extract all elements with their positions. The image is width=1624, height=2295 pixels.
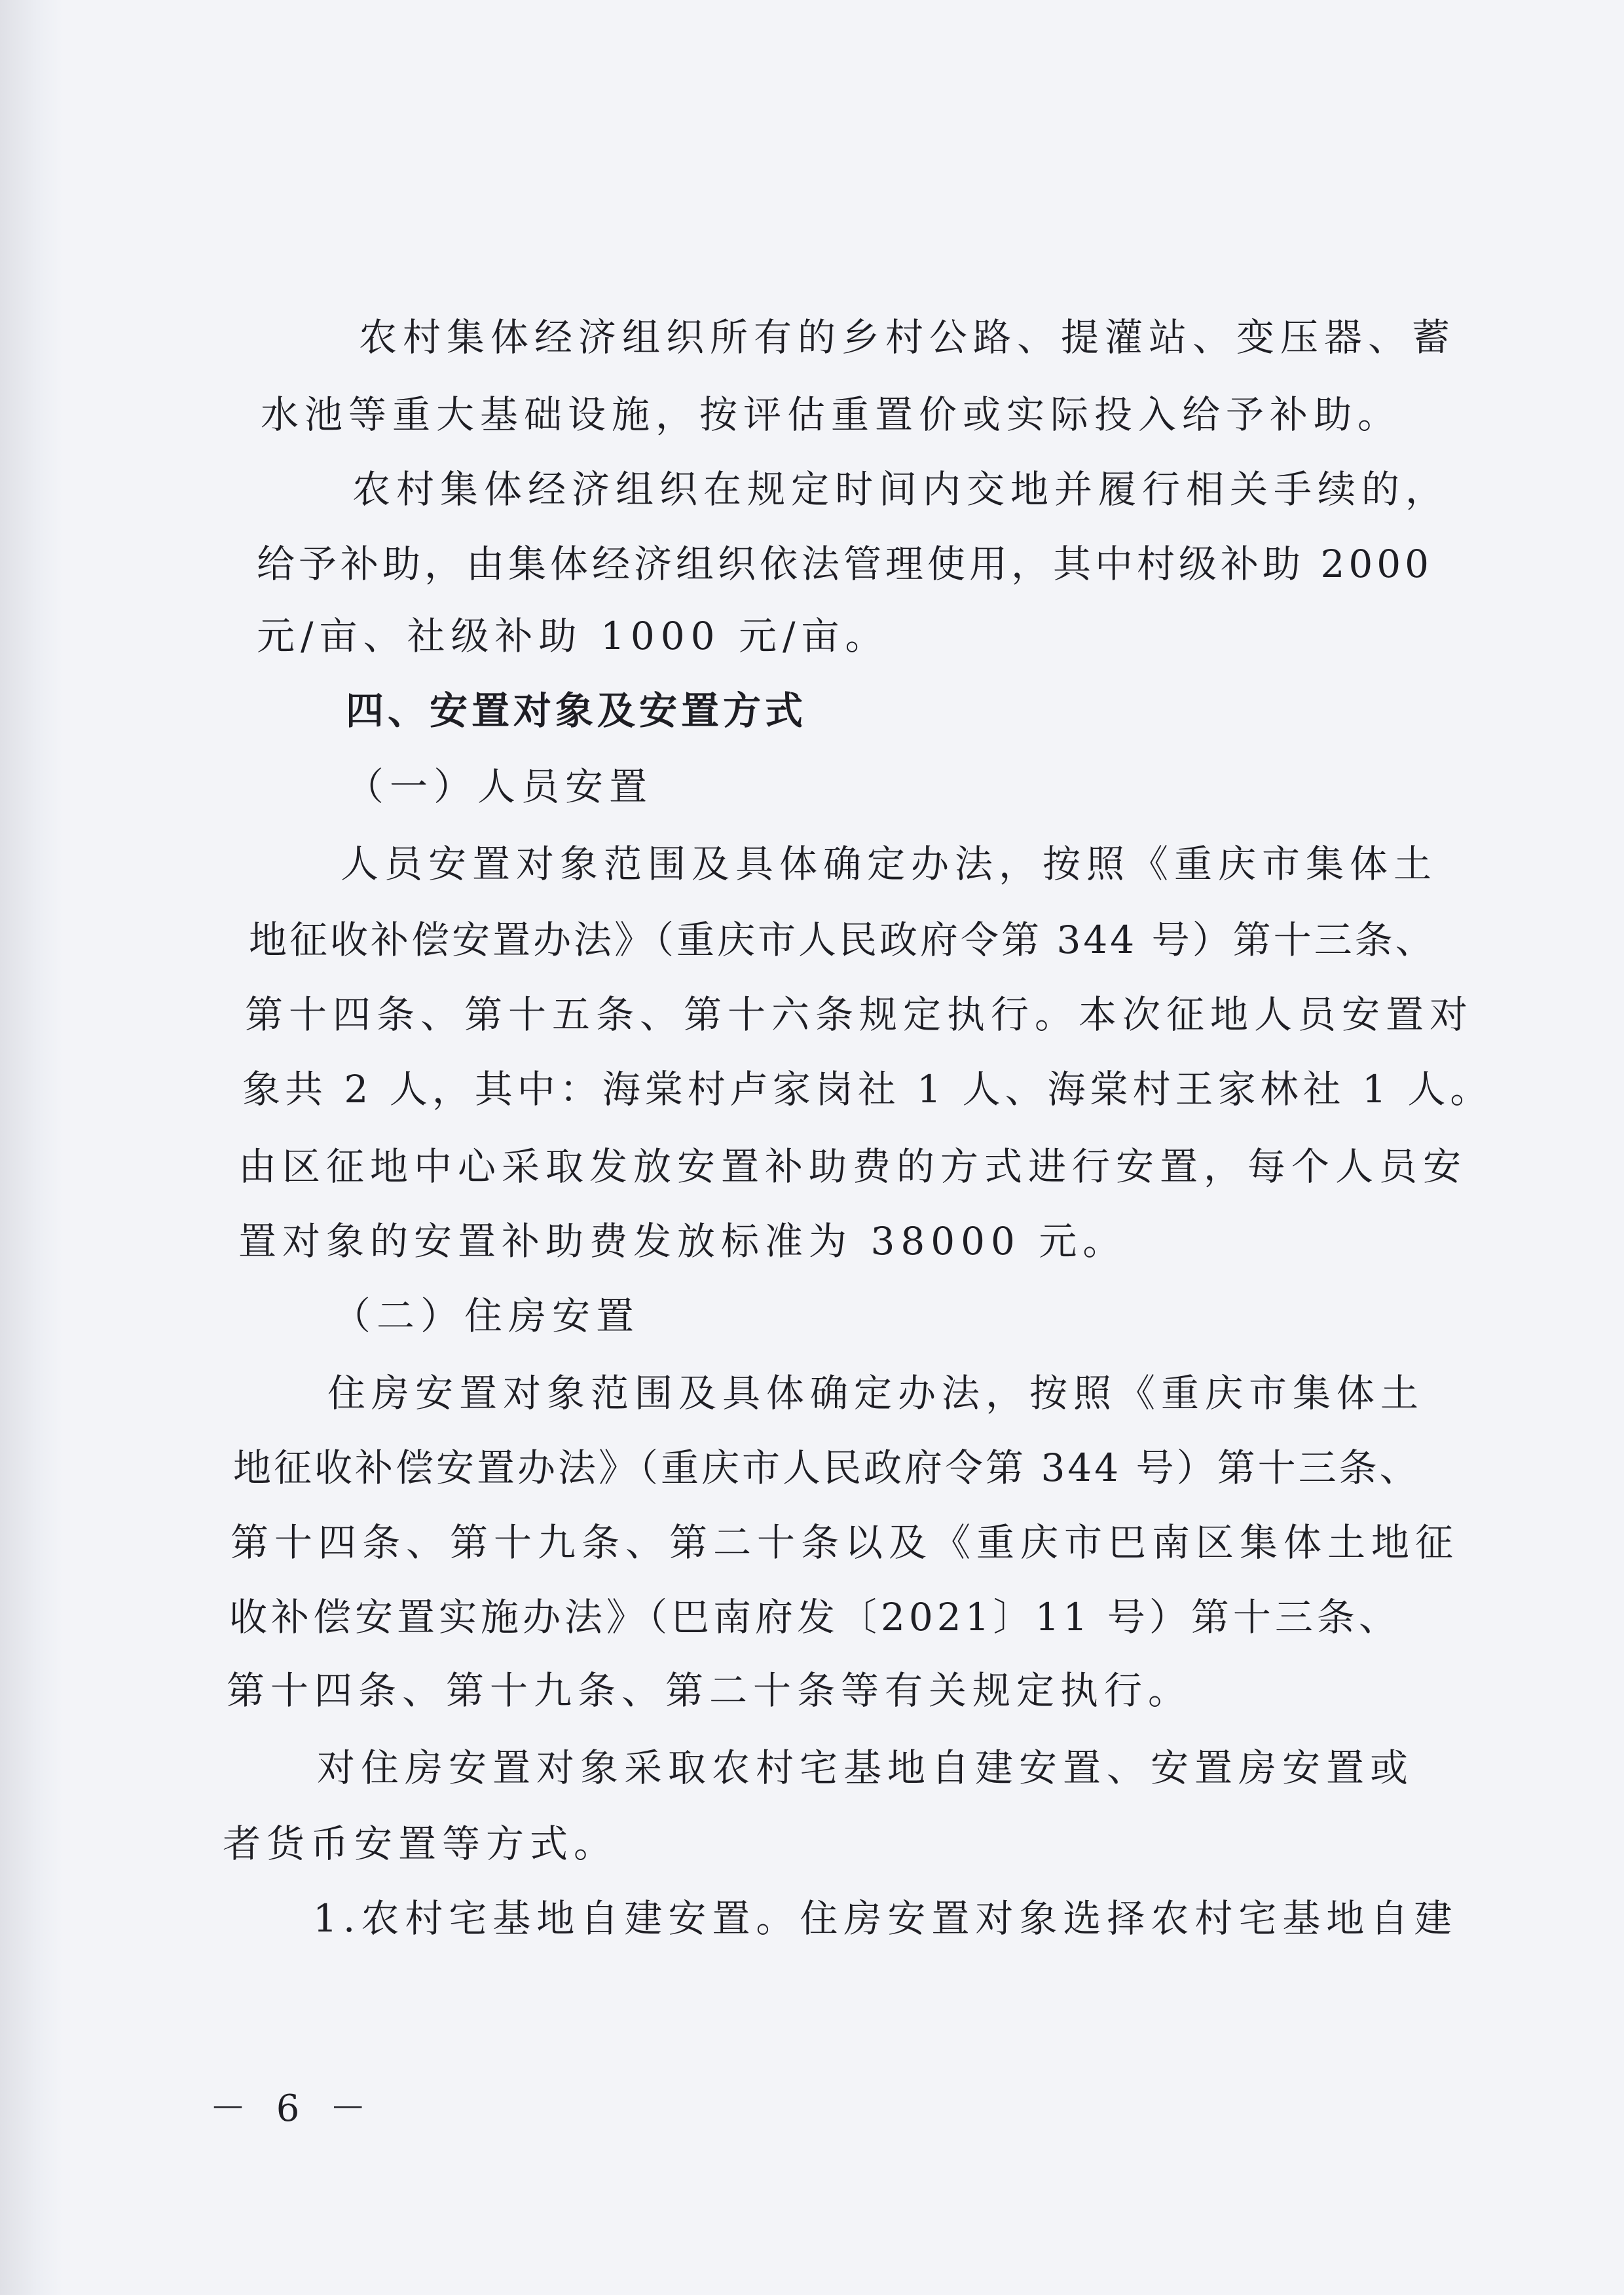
paragraph-line: 元/亩、社级补助 1000 元/亩。	[257, 614, 889, 658]
paragraph-line: 给予补助，由集体经济组织依法管理使用，其中村级补助 2000	[257, 542, 1433, 586]
subsection-heading: （二）住房安置	[333, 1294, 640, 1338]
subsection-heading: （一）人员安置	[346, 764, 654, 809]
paragraph-line: 地征收补偿安置办法》（重庆市人民政府令第 344 号）第十三条、	[249, 918, 1436, 962]
paragraph-line: 对住房安置对象采取农村宅基地自建安置、安置房安置或	[317, 1745, 1414, 1790]
paragraph-line: 农村集体经济组织在规定时间内交地并履行相关手续的，	[352, 467, 1450, 512]
paragraph-line: 第十四条、第十五条、第十六条规定执行。本次征地人员安置对	[245, 992, 1474, 1037]
paragraph-line: 者货币安置等方式。	[223, 1821, 618, 1866]
page-number: － 6 －	[210, 2087, 376, 2130]
paragraph-line: 住房安置对象范围及具体确定办法，按照《重庆市集体土	[327, 1371, 1425, 1415]
paragraph-line: 收补偿安置实施办法》（巴南府发〔2021〕11 号）第十三条、	[229, 1595, 1401, 1639]
paragraph-line: 农村集体经济组织所有的乡村公路、提灌站、变压器、蓄	[359, 315, 1456, 360]
paragraph-line: 水池等重大基础设施，按评估重置价或实际投入给予补助。	[261, 392, 1402, 437]
paragraph-line: 地征收补偿安置办法》（重庆市人民政府令第 344 号）第十三条、	[233, 1446, 1420, 1490]
paragraph-line: 1.农村宅基地自建安置。住房安置对象选择农村宅基地自建	[313, 1896, 1458, 1941]
paragraph-line: 象共 2 人，其中：海棠村卢家岗社 1 人、海棠村王家林社 1 人。	[242, 1067, 1493, 1111]
paragraph-line: 置对象的安置补助费发放标准为 38000 元。	[238, 1219, 1127, 1263]
section-heading: 四、安置对象及安置方式	[346, 688, 807, 733]
paragraph-line: 人员安置对象范围及具体确定办法，按照《重庆市集体土	[341, 842, 1438, 886]
paragraph-line: 第十四条、第十九条、第二十条以及《重庆市巴南区集体土地征	[231, 1520, 1460, 1565]
paragraph-line: 由区征地中心采取发放安置补助费的方式进行安置，每个人员安	[238, 1144, 1467, 1189]
paragraph-line: 第十四条、第十九条、第二十条等有关规定执行。	[227, 1668, 1192, 1713]
scan-shadow-edge	[0, 0, 63, 2295]
